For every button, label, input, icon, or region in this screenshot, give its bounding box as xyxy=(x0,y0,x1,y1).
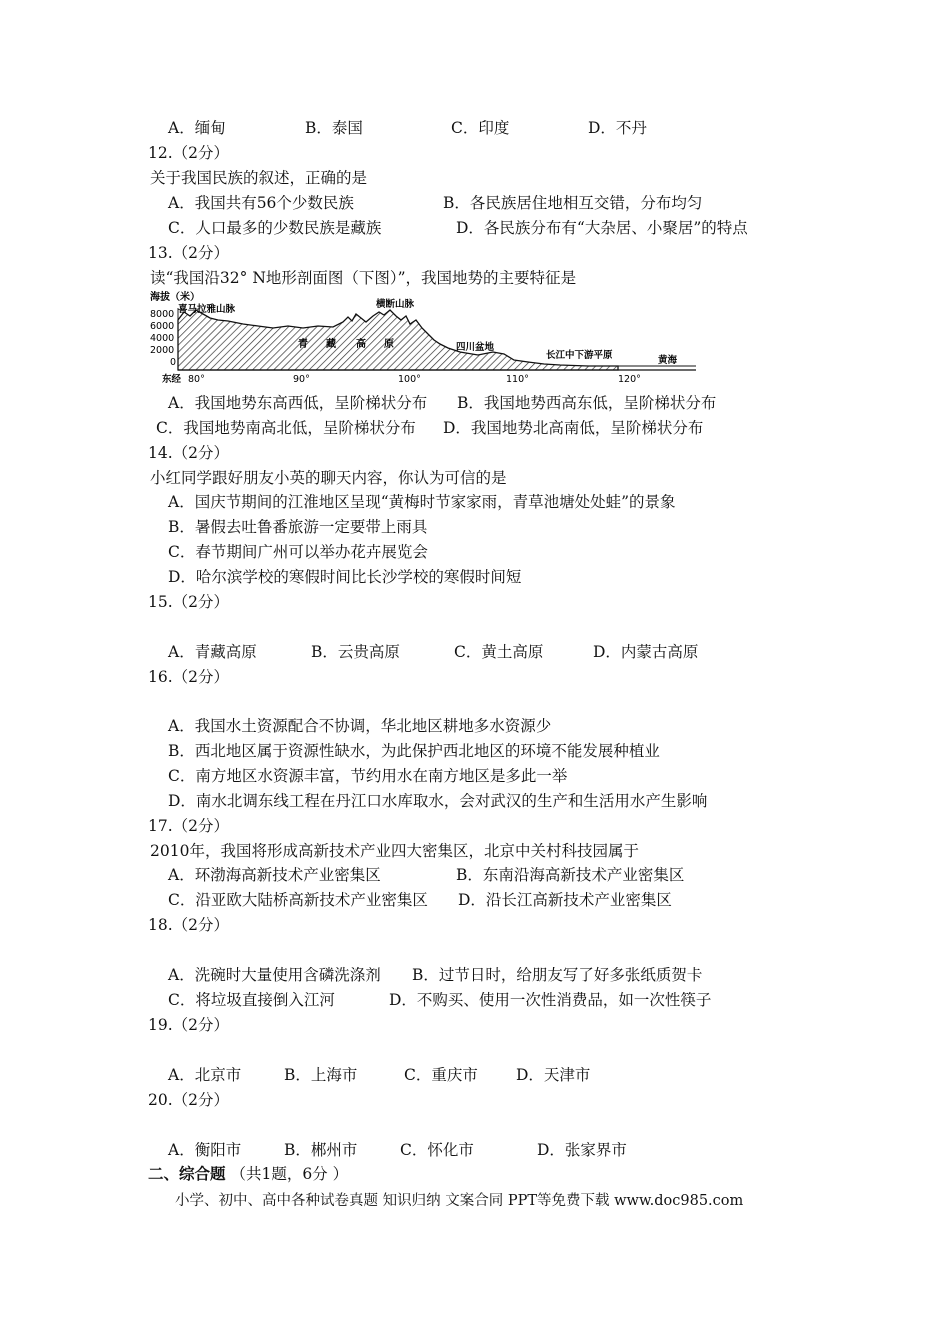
label-gao: 高 xyxy=(356,339,366,350)
terrain-profile-figure xyxy=(148,290,708,386)
q18-option-d: D．不购买、使用一次性消费品，如一次性筷子 xyxy=(389,991,712,1009)
q17-option-b: B．东南沿海高新技术产业密集区 xyxy=(456,866,685,884)
y-tick-label: 0 xyxy=(170,357,177,368)
q20-option-c: C．怀化市 xyxy=(400,1141,474,1159)
q17-option-a: A．环渤海高新技术产业密集区 xyxy=(168,866,381,884)
q12-stem: 关于我国民族的叙述，正确的是 xyxy=(150,169,368,187)
x-tick-label: 80° xyxy=(188,374,205,385)
q16-option-c: C．南方地区水资源丰富，节约用水在南方地区是多此一举 xyxy=(168,767,568,785)
q18-header: 18.（2分） xyxy=(148,916,230,934)
q13-option-d: D．我国地势北高南低，呈阶梯状分布 xyxy=(443,419,704,437)
q13-option-b: B．我国地势西高东低，呈阶梯状分布 xyxy=(457,394,717,412)
q16-header: 16.（2分） xyxy=(148,668,230,686)
q13-option-c: C．我国地势南高北低，呈阶梯状分布 xyxy=(156,419,416,437)
q11-option-c: C．印度 xyxy=(451,119,510,137)
q13-option-a: A．我国地势东高西低，呈阶梯状分布 xyxy=(168,394,428,412)
q17-header: 17.（2分） xyxy=(148,817,230,835)
q19-option-c: C．重庆市 xyxy=(404,1066,478,1084)
label-yangtze-plain: 长江中下游平原 xyxy=(546,350,613,361)
q14-stem: 小红同学跟好朋友小英的聊天内容，你认为可信的是 xyxy=(150,469,507,487)
label-hengduan: 横断山脉 xyxy=(376,299,415,310)
q15-option-b: B．云贵高原 xyxy=(311,643,400,661)
q15-option-d: D．内蒙古高原 xyxy=(593,643,699,661)
q18-option-c: C．将垃圾直接倒入江河 xyxy=(168,991,335,1009)
q14-option-a: A．国庆节期间的江淮地区呈现“黄梅时节家家雨，青草池塘处处蛙”的景象 xyxy=(168,493,676,511)
label-yuan: 原 xyxy=(384,339,394,350)
q14-option-d: D．哈尔滨学校的寒假时间比长沙学校的寒假时间短 xyxy=(168,568,522,586)
x-tick-label: 90° xyxy=(293,374,310,385)
label-yellow-sea: 黄海 xyxy=(658,355,678,366)
q18-option-b: B．过节日时，给朋友写了好多张纸质贺卡 xyxy=(412,966,703,984)
y-axis-title: 海拔（米） xyxy=(150,292,200,303)
label-zang: 藏 xyxy=(326,339,336,350)
label-sichuan-basin: 四川盆地 xyxy=(456,342,495,353)
q11-option-d: D．不丹 xyxy=(588,119,647,137)
section-2-title: 二、综合题 xyxy=(148,1164,226,1183)
x-tick-label: 110° xyxy=(506,374,529,385)
q12-option-a: A．我国共有56个少数民族 xyxy=(168,194,354,212)
x-axis-prefix: 东经 xyxy=(162,374,182,385)
q20-option-d: D．张家界市 xyxy=(537,1141,627,1159)
y-tick-label: 8000 xyxy=(150,309,175,320)
y-tick-label: 6000 xyxy=(150,321,175,332)
section-2-heading xyxy=(148,1164,348,1184)
q16-option-a: A．我国水土资源配合不协调，华北地区耕地多水资源少 xyxy=(168,717,552,735)
x-tick-label: 120° xyxy=(618,374,641,385)
page-footer: 小学、初中、高中各种试卷真题 知识归纳 文案合同 PPT等免费下载 www.doc985.com xyxy=(175,1193,744,1209)
section-2-note: （共1题，6分 ） xyxy=(230,1165,349,1183)
q15-option-c: C．黄土高原 xyxy=(454,643,544,661)
q11-option-a: A．缅甸 xyxy=(168,119,226,137)
q19-option-a: A．北京市 xyxy=(168,1066,242,1084)
x-tick-label: 100° xyxy=(398,374,421,385)
q19-option-b: B．上海市 xyxy=(284,1066,358,1084)
q15-header: 15.（2分） xyxy=(148,593,230,611)
q19-header: 19.（2分） xyxy=(148,1016,230,1034)
q15-option-a: A．青藏高原 xyxy=(168,643,257,661)
q16-option-b: B．西北地区属于资源性缺水，为此保护西北地区的环境不能发展种植业 xyxy=(168,742,660,760)
q17-stem: 2010年，我国将形成高新技术产业四大密集区，北京中关村科技园属于 xyxy=(150,842,639,860)
q11-option-b: B．泰国 xyxy=(305,119,363,137)
q14-header: 14.（2分） xyxy=(148,444,230,462)
q13-stem: 读“我国沿32° N地形剖面图（下图）”，我国地势的主要特征是 xyxy=(150,269,577,287)
q17-option-d: D．沿长江高新技术产业密集区 xyxy=(458,891,672,909)
q20-option-b: B．郴州市 xyxy=(284,1141,358,1159)
label-qing: 青 xyxy=(298,339,308,350)
q18-option-a: A．洗碗时大量使用含磷洗涤剂 xyxy=(168,966,381,984)
q12-option-c: C．人口最多的少数民族是藏族 xyxy=(168,219,382,237)
q12-option-d: D．各民族分布有“大杂居、小聚居”的特点 xyxy=(456,219,748,237)
q20-header: 20.（2分） xyxy=(148,1091,230,1109)
q12-header: 12.（2分） xyxy=(148,144,230,162)
terrain-profile-shape xyxy=(178,310,618,370)
y-tick-label: 2000 xyxy=(150,345,175,356)
q20-option-a: A．衡阳市 xyxy=(168,1141,242,1159)
q14-option-b: B．暑假去吐鲁番旅游一定要带上雨具 xyxy=(168,518,428,536)
y-tick-label: 4000 xyxy=(150,333,175,344)
q14-option-c: C．春节期间广州可以举办花卉展览会 xyxy=(168,543,428,561)
q13-header: 13.（2分） xyxy=(148,244,230,262)
label-himalaya: 喜马拉雅山脉 xyxy=(178,304,236,315)
q12-option-b: B．各民族居住地相互交错，分布均匀 xyxy=(443,194,703,212)
q16-option-d: D．南水北调东线工程在丹江口水库取水，会对武汉的生产和生活用水产生影响 xyxy=(168,792,708,810)
q17-option-c: C．沿亚欧大陆桥高新技术产业密集区 xyxy=(168,891,428,909)
q19-option-d: D．天津市 xyxy=(516,1066,591,1084)
